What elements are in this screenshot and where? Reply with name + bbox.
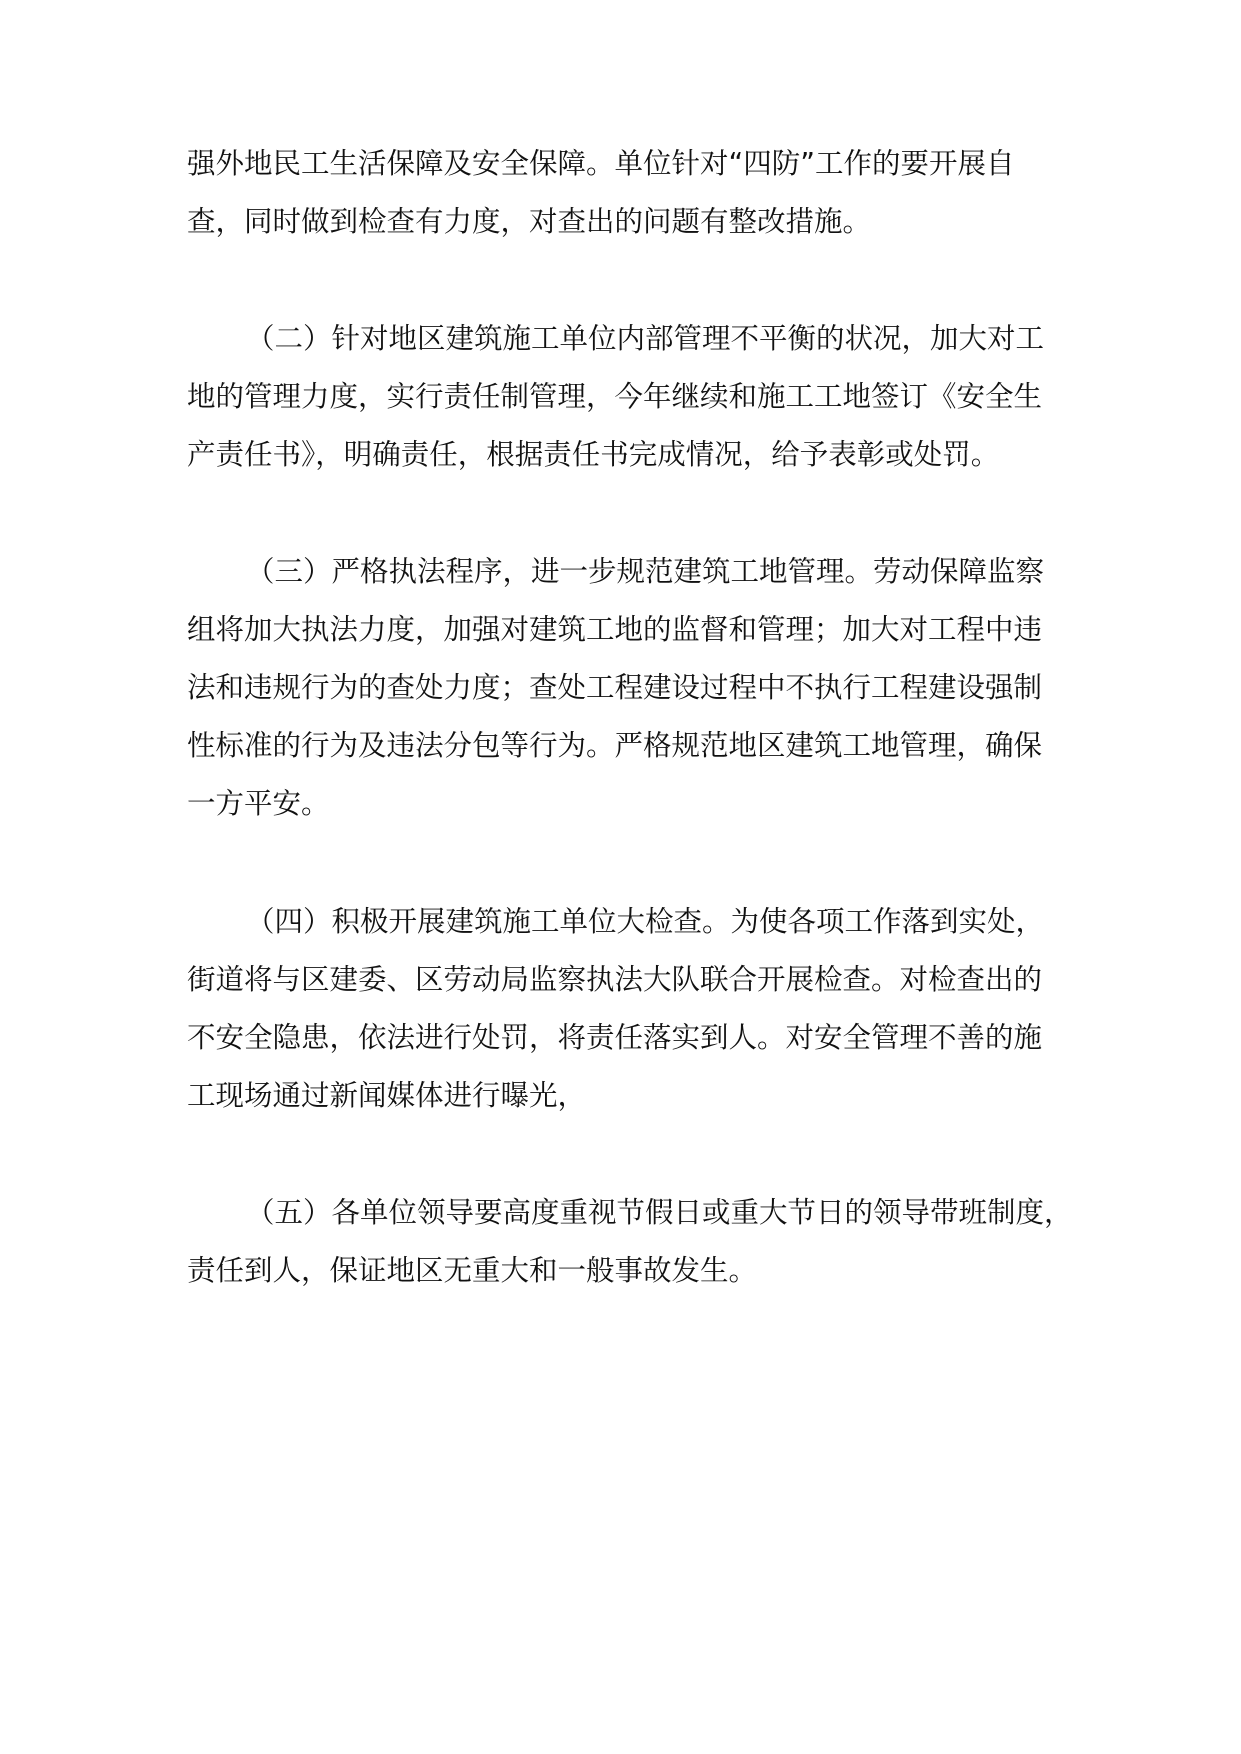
text-line: 不安全隐患，依法进行处罚，将责任落实到人。对安全管理不善的施 (187, 1021, 1043, 1054)
text-line: （三）严格执法程序，进一步规范建筑工地管理。劳动保障监察 (246, 555, 1045, 588)
text-line: 强外地民工生活保障及安全保障。单位针对“四防”工作的要开展自 (187, 147, 1015, 180)
text-line: （四）积极开展建筑施工单位大检查。为使各项工作落到实处， (246, 905, 1045, 938)
text-line: 性标准的行为及违法分包等行为。严格规范地区建筑工地管理，确保 (187, 729, 1043, 762)
text-line: 法和违规行为的查处力度；查处工程建设过程中不执行工程建设强制 (187, 671, 1043, 704)
text-line: 工现场通过新闻媒体进行曝光， (187, 1079, 587, 1112)
text-line: （二）针对地区建筑施工单位内部管理不平衡的状况，加大对工 (246, 322, 1045, 355)
text-line: （五）各单位领导要高度重视节假日或重大节日的领导带班制度， (246, 1196, 1073, 1229)
text-line: 责任到人，保证地区无重大和一般事故发生。 (187, 1254, 758, 1287)
text-line: 一方平安。 (187, 787, 330, 820)
text-line: 组将加大执法力度，加强对建筑工地的监督和管理；加大对工程中违 (187, 613, 1043, 646)
text-line: 街道将与区建委、区劳动局监察执法大队联合开展检查。对检查出的 (187, 963, 1043, 996)
text-line: 查，同时做到检查有力度，对查出的问题有整改措施。 (187, 205, 872, 238)
text-line: 地的管理力度，实行责任制管理，今年继续和施工工地签订《安全生 (187, 380, 1043, 413)
text-line: 产责任书》，明确责任，根据责任书完成情况，给予表彰或处罚。 (187, 438, 1000, 471)
